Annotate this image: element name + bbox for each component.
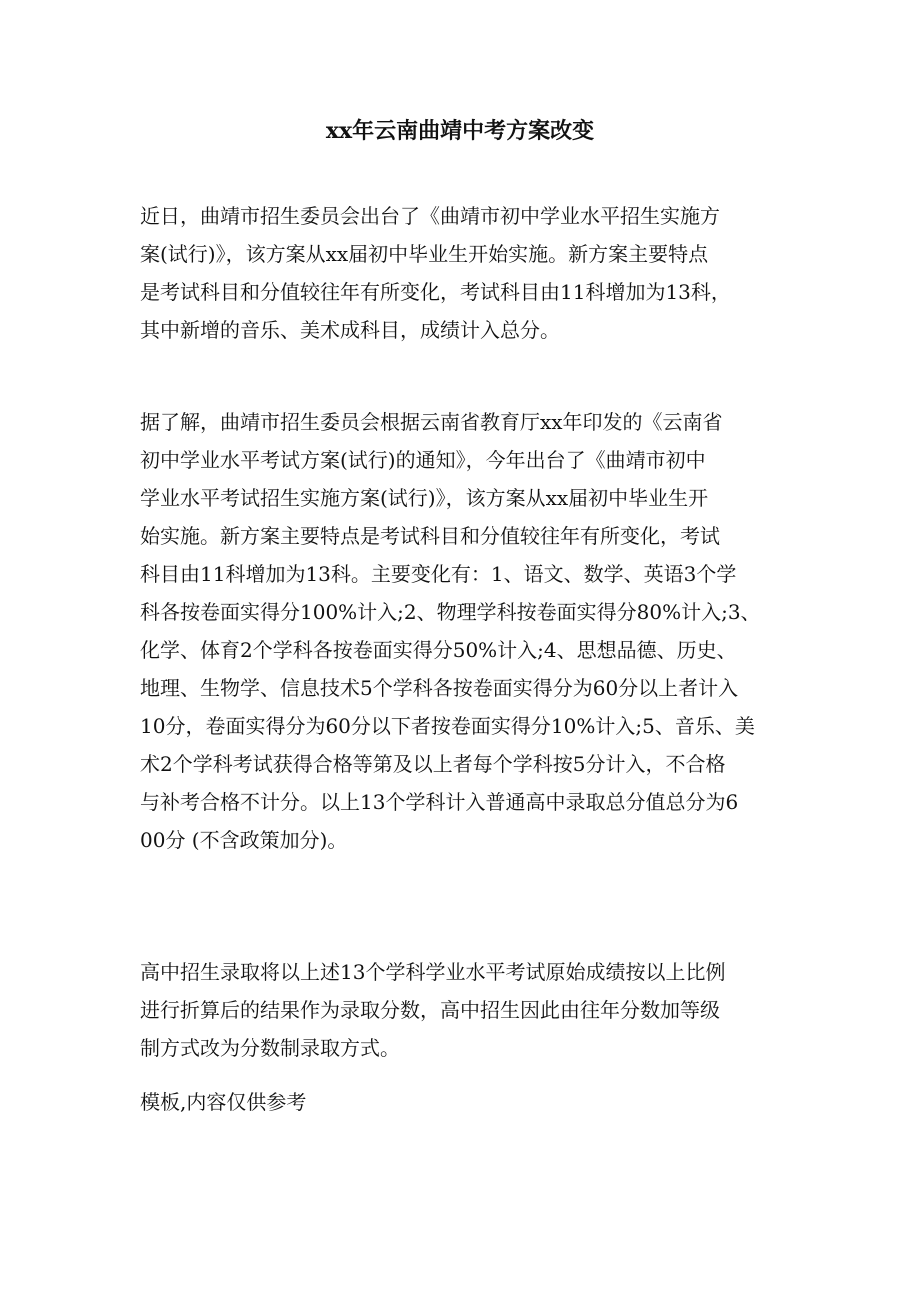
text-line: 地理、生物学、信息技术5个学科各按卷面实得分为60分以上者计入 (140, 676, 739, 700)
text-line: 其中新增的音乐、美术成科目，成绩计入总分。 (140, 318, 560, 342)
text-line: 始实施。新方案主要特点是考试科目和分值较往年有所变化，考试 (140, 524, 720, 548)
text-line: 00分 (不含政策加分)。 (140, 828, 348, 852)
paragraph-3 (140, 953, 800, 1067)
text-line: 高中招生录取将以上述13个学科学业水平考试原始成绩按以上比例 (140, 960, 726, 984)
text-line: 进行折算后的结果作为录取分数，高中招生因此由往年分数加等级 (140, 998, 720, 1022)
text-line: 初中学业水平考试方案(试行)的通知》，今年出台了《曲靖市初中 (140, 448, 706, 472)
text-line: 是考试科目和分值较往年有所变化，考试科目由11科增加为13科， (140, 280, 731, 304)
text-line: 据了解，曲靖市招生委员会根据云南省教育厅xx年印发的《云南省 (140, 410, 723, 434)
text-line: 案(试行)》，该方案从xx届初中毕业生开始实施。新方案主要特点 (140, 242, 709, 266)
text-line: 术2个学科考试获得合格等第及以上者每个学科按5分计入，不合格 (140, 752, 726, 776)
text-line: 近日，曲靖市招生委员会出台了《曲靖市初中学业水平招生实施方 (140, 204, 720, 228)
text-line: 10分，卷面实得分为60分以下者按卷面实得分10%计入;5、音乐、美 (140, 714, 755, 738)
template-note: 模板,内容仅供参考 (140, 1090, 307, 1114)
text-line: 制方式改为分数制录取方式。 (140, 1036, 400, 1060)
paragraph-1 (140, 197, 800, 349)
text-line: 科目由11科增加为13科。主要变化有：1、语文、数学、英语3个学 (140, 562, 737, 586)
text-line: 化学、体育2个学科各按卷面实得分50%计入;4、思想品德、历史、 (140, 638, 737, 662)
text-line: 科各按卷面实得分100%计入;2、物理学科按卷面实得分80%计入;3、 (140, 600, 761, 624)
text-line: 与补考合格不计分。以上13个学科计入普通高中录取总分值总分为6 (140, 790, 739, 814)
text-line: 学业水平考试招生实施方案(试行)》，该方案从xx届初中毕业生开 (140, 486, 709, 510)
paragraph-2 (140, 403, 800, 859)
document-title: xx年云南曲靖中考方案改变 (325, 118, 595, 144)
